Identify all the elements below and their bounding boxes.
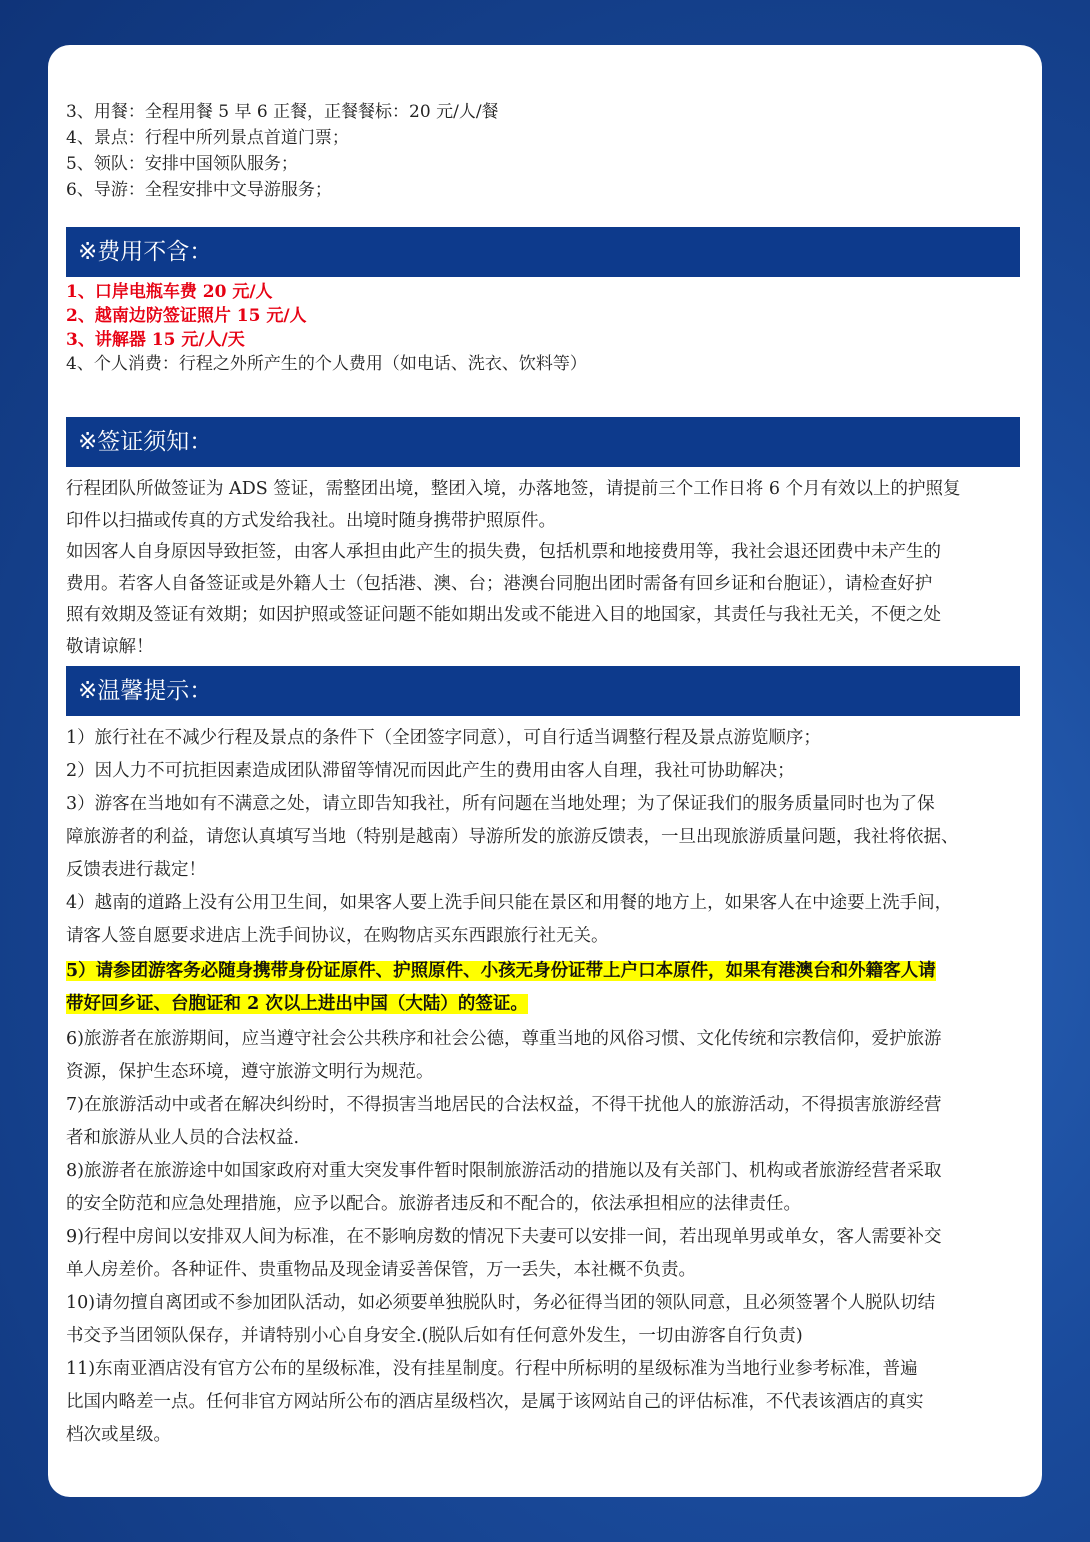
list-item: 4、景点：行程中所列景点首道门票； <box>66 128 349 148</box>
section-header-visa: ※签证须知： <box>66 417 1020 467</box>
excluded-list <box>66 280 1024 376</box>
text-line: 1）旅行社在不减少行程及景点的条件下（全团签字同意），可自行适当调整行程及景点游览顺序； <box>66 728 821 748</box>
text-line: 8)旅游者在旅游途中如国家政府对重大突发事件暂时限制旅游活动的措施以及有关部门、机构或者旅游经营者采取 <box>66 1161 942 1181</box>
text-line: 3）游客在当地如有不满意之处，请立即告知我社，所有问题在当地处理；为了保证我们的服务质量同时也为了保 <box>66 794 935 814</box>
text-line: 9)行程中房间以安排双人间为标准，在不影响房数的情况下夫妻可以安排一间，若出现单男或单女，客人需要补交 <box>66 1227 942 1247</box>
text-line: 10)请勿擅自离团或不参加团队活动，如必须要单独脱队时，务必征得当团的领队同意，且必须签署个人脱队切结 <box>66 1293 936 1313</box>
included-list <box>66 100 1024 203</box>
text-line: 比国内略差一点。任何非官方网站所公布的酒店星级档次，是属于该网站自己的评估标准，不代表该酒店的真实 <box>66 1392 924 1412</box>
text-line: 如因客人自身原因导致拒签，由客人承担由此产生的损失费，包括机票和地接费用等，我社会退还团费中未产生的 <box>66 542 941 562</box>
text-line: 档次或星级。 <box>66 1425 171 1445</box>
text-line: 2）因人力不可抗拒因素造成团队滞留等情况而因此产生的费用由客人自理，我社可协助解决； <box>66 761 795 781</box>
text-line: 书交予当团领队保存，并请特别小心自身安全.(脱队后如有任何意外发生，一切由游客自行负责) <box>66 1326 803 1346</box>
content-body <box>66 100 1024 1452</box>
highlight-notice <box>66 955 1024 1021</box>
text-line: 行程团队所做签证为 ADS 签证，需整团出境，整团入境，办落地签，请提前三个工作日将 6 个月有效以上的护照复 <box>66 479 961 499</box>
text-line: 障旅游者的利益，请您认真填写当地（特别是越南）导游所发的旅游反馈表，一旦出现旅游质量问题，我社将依据、 <box>66 827 959 847</box>
text-line: 费用。若客人自备签证或是外籍人士（包括港、澳、台；港澳台同胞出团时需备有回乡证和台胞证），请检查好护 <box>66 573 933 594</box>
list-item: 1、口岸电瓶车费 20 元/人 <box>66 282 273 302</box>
tips-text <box>66 722 1024 1452</box>
list-item: 4、个人消费：行程之外所产生的个人费用（如电话、洗衣、饮料等） <box>66 354 587 374</box>
visa-text <box>66 474 1024 663</box>
text-line: 7)在旅游活动中或者在解决纠纷时，不得损害当地居民的合法权益，不得干扰他人的旅游活动，不得损害旅游经营 <box>66 1095 942 1115</box>
text-line: 反馈表进行裁定！ <box>66 860 206 880</box>
section-header-excluded: ※费用不含： <box>66 227 1020 277</box>
text-line: 照有效期及签证有效期；如因护照或签证问题不能如期出发或不能进入目的地国家，其责任与我社无关，不便之处 <box>66 605 941 625</box>
list-item: 3、用餐：全程用餐 5 早 6 正餐，正餐餐标：20 元/人/餐 <box>66 102 499 122</box>
list-item: 6、导游：全程安排中文导游服务； <box>66 180 332 200</box>
highlight-line: 带好回乡证、台胞证和 2 次以上进出中国（大陆）的签证。 <box>66 994 528 1014</box>
content-card <box>48 45 1042 1497</box>
list-item: 5、领队：安排中国领队服务； <box>66 154 298 174</box>
text-line: 单人房差价。各种证件、贵重物品及现金请妥善保管，万一丢失，本社概不负责。 <box>66 1260 696 1280</box>
text-line: 资源，保护生态环境，遵守旅游文明行为规范。 <box>66 1062 434 1082</box>
section-header-tips: ※温馨提示： <box>66 666 1020 716</box>
list-item: 2、越南边防签证照片 15 元/人 <box>66 306 307 326</box>
text-line: 印件以扫描或传真的方式发给我社。出境时随身携带护照原件。 <box>66 510 556 531</box>
text-line: 4）越南的道路上没有公用卫生间，如果客人要上洗手间只能在景区和用餐的地方上，如果客人在中途要上洗手间， <box>66 893 953 913</box>
text-line: 6)旅游者在旅游期间，应当遵守社会公共秩序和社会公德，尊重当地的风俗习惯、文化传统和宗教信仰，爱护旅游 <box>66 1029 942 1049</box>
text-line: 的安全防范和应急处理措施，应予以配合。旅游者违反和不配合的，依法承担相应的法律责任。 <box>66 1194 801 1214</box>
text-line: 11)东南亚酒店没有官方公布的星级标准，没有挂星制度。行程中所标明的星级标准为当地行业参考标准，普遍 <box>66 1359 918 1379</box>
highlight-line: 5）请参团游客务必随身携带身份证原件、护照原件、小孩无身份证带上户口本原件，如果有港澳台和外籍客人请 <box>66 961 936 981</box>
text-line: 者和旅游从业人员的合法权益. <box>66 1128 300 1148</box>
text-line: 请客人签自愿要求进店上洗手间协议，在购物店买东西跟旅行社无关。 <box>66 926 609 946</box>
list-item: 3、讲解器 15 元/人/天 <box>66 330 245 350</box>
text-line: 敬请谅解！ <box>66 636 154 657</box>
